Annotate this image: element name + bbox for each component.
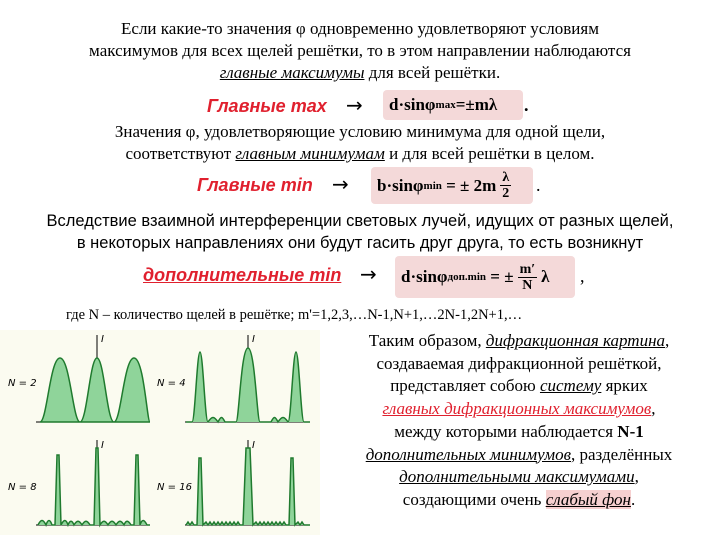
svg-text:I: I bbox=[252, 440, 255, 451]
p2-line-2: соответствуют главным минимумам и для всей решётки в целом. bbox=[125, 144, 595, 163]
diffraction-pattern-term: дифракционная картина bbox=[485, 331, 666, 350]
plot-label: N = 8 bbox=[8, 482, 37, 493]
arrow-icon: → bbox=[346, 93, 363, 117]
fraction: $\frac{\lambda}{2}$ bbox=[502, 170, 510, 201]
plot-n16 bbox=[157, 440, 310, 525]
fraction: $\frac{m'}{N}$ bbox=[519, 261, 536, 293]
svg-text:I: I bbox=[101, 334, 104, 345]
formula-main-max: d·sinφ max =±mλ bbox=[383, 90, 523, 120]
p1-line-1: Если какие-то значения φ одновременно удовлетворяют условиям bbox=[121, 19, 599, 38]
plot-n2 bbox=[8, 334, 150, 422]
additional-maxima-term: дополнительными максимумами bbox=[399, 467, 635, 487]
main-minima-term: главным минимумам bbox=[235, 144, 385, 163]
main-max-label: Главные max bbox=[207, 96, 327, 116]
main-min-label: Главные min bbox=[197, 175, 313, 195]
paragraph-2 bbox=[0, 121, 720, 165]
diffraction-plots bbox=[0, 330, 320, 535]
svg-text:I: I bbox=[101, 440, 104, 451]
svg-text:I: I bbox=[252, 334, 255, 345]
where-line: где N – количество щелей в решётке; m'=1,2,3,…N-1,N+1,…2N-1,2N+1,… bbox=[66, 307, 523, 323]
main-diffraction-maxima-term: главных дифракционных максимумов bbox=[382, 399, 652, 419]
plot-label: N = 4 bbox=[157, 378, 186, 389]
plot-label: N = 16 bbox=[157, 482, 192, 493]
formula-additional-min: d·sinφ доп.min = ± $\frac{m'}{N}$ λ bbox=[395, 256, 575, 298]
plots-svg bbox=[0, 330, 320, 535]
p1-line-3: главные максимумы для всей решётки. bbox=[219, 63, 501, 82]
p3-line-1: Вследствие взаимной интерференции световых лучей, идущих от разных щелей, bbox=[46, 212, 674, 230]
formula-main-min: b·sinφ min = ± 2m $\frac{\lambda}{2}$ bbox=[371, 167, 533, 204]
p3-line-2: в некоторых направлениях они будут гасить друг друга, то есть возникнут bbox=[76, 234, 644, 252]
paragraph-3 bbox=[0, 210, 720, 254]
plot-label: N = 2 bbox=[8, 378, 37, 389]
plot-n8 bbox=[8, 440, 150, 525]
arrow-icon: → bbox=[360, 262, 377, 286]
conclusion-text: Таким образом, дифракционная картина, создаваемая дифракционной решёткой, представляет собою систему ярких главных дифракционных максимумов, между которыми наблюдается N-1 дополнительных минимумов, разделённых дополнительными максимумами, создающими очень слабый фон. bbox=[365, 331, 673, 509]
paragraph-1 bbox=[0, 18, 720, 84]
weak-background-term: слабый фон bbox=[545, 489, 631, 509]
arrow-icon: → bbox=[332, 172, 349, 196]
plot-n4 bbox=[157, 334, 310, 422]
additional-min-label: дополнительные min bbox=[143, 265, 342, 285]
p1-line-2: максимумов для всех щелей решётки, то в этом направлении наблюдаются bbox=[89, 41, 631, 60]
additional-minima-term: дополнительных минимумов bbox=[365, 444, 571, 464]
main-maxima-term: главные максимумы bbox=[219, 63, 365, 82]
p2-line-1: Значения φ, удовлетворяющие условию минимума для одной щели, bbox=[114, 122, 606, 141]
